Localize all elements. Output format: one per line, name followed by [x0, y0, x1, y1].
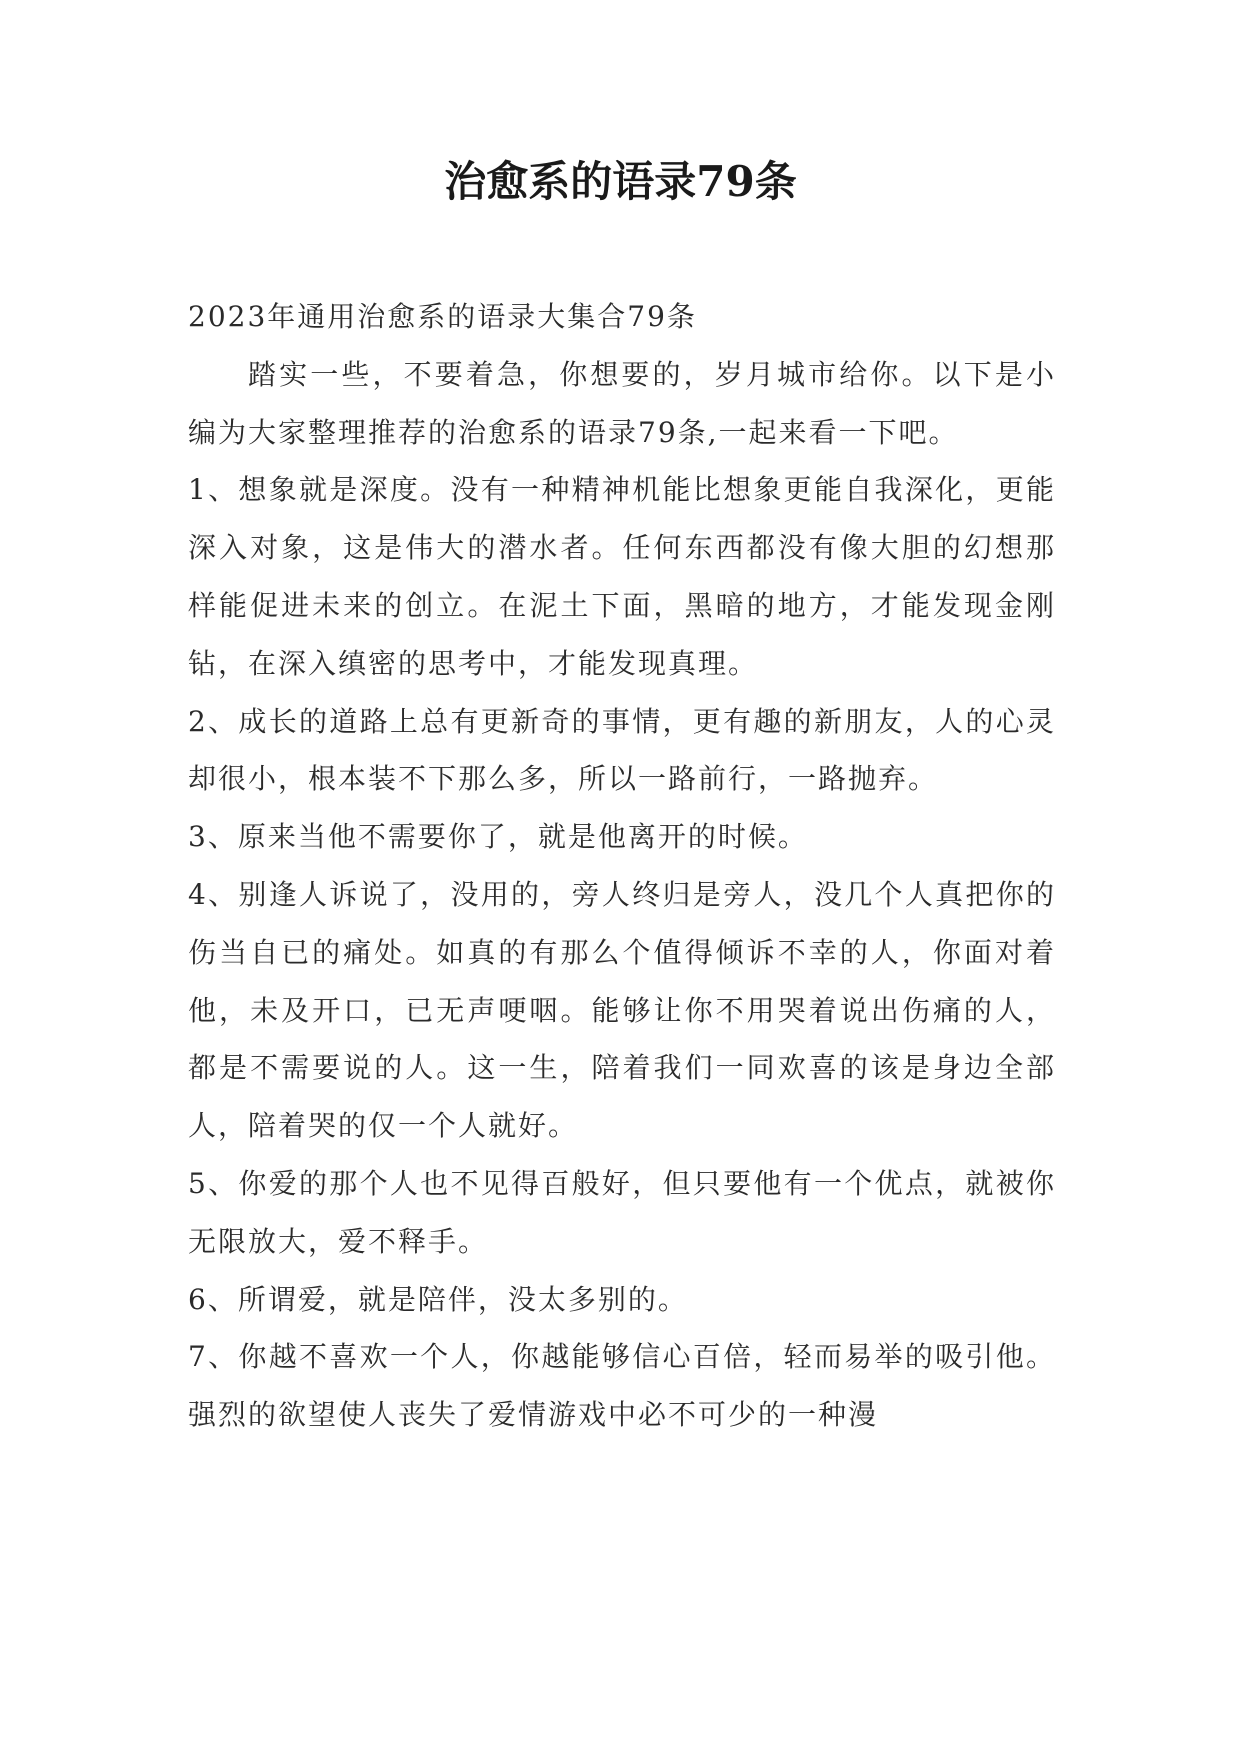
- document-body: [188, 288, 1056, 1444]
- quote-item: 7、你越不喜欢一个人，你越能够信心百倍，轻而易举的吸引他。强烈的欲望使人丧失了爱情游戏中必不可少的一种漫: [188, 1340, 1056, 1432]
- page-title: 治愈系的语录79条: [444, 157, 797, 206]
- quote-item: 5、你爱的那个人也不见得百般好，但只要他有一个优点，就被你无限放大，爱不释手。: [188, 1166, 1056, 1258]
- quote-item: 2、成长的道路上总有更新奇的事情，更有趣的新朋友，人的心灵却很小，根本装不下那么多，所以一路前行，一路抛弃。: [188, 704, 1056, 796]
- quote-item: 4、别逢人诉说了，没用的，旁人终归是旁人，没几个人真把你的伤当自已的痛处。如真的有那么个值得倾诉不幸的人，你面对着他，未及开口，已无声哽咽。能够让你不用哭着说出伤痛的人，都是不需要说的人。这一生，陪着我们一同欢喜的该是身边全部人，陪着哭的仅一个人就好。: [188, 877, 1056, 1143]
- quote-item: 1、想象就是深度。没有一种精神机能比想象更能自我深化，更能深入对象，这是伟大的潜水者。任何东西都没有像大胆的幻想那样能促进未来的创立。在泥土下面，黑暗的地方，才能发现金刚钻，在深入缜密的思考中，才能发现真理。: [188, 473, 1056, 680]
- intro-paragraph: 踏实一些，不要着急，你想要的，岁月城市给你。以下是小编为大家整理推荐的治愈系的语录79条,一起来看一下吧。: [188, 357, 1056, 449]
- subtitle-line: 2023年通用治愈系的语录大集合79条: [188, 300, 697, 333]
- quote-item: 6、所谓爱，就是陪伴，没太多别的。: [188, 1282, 688, 1316]
- quote-item: 3、原来当他不需要你了，就是他离开的时候。: [188, 820, 808, 854]
